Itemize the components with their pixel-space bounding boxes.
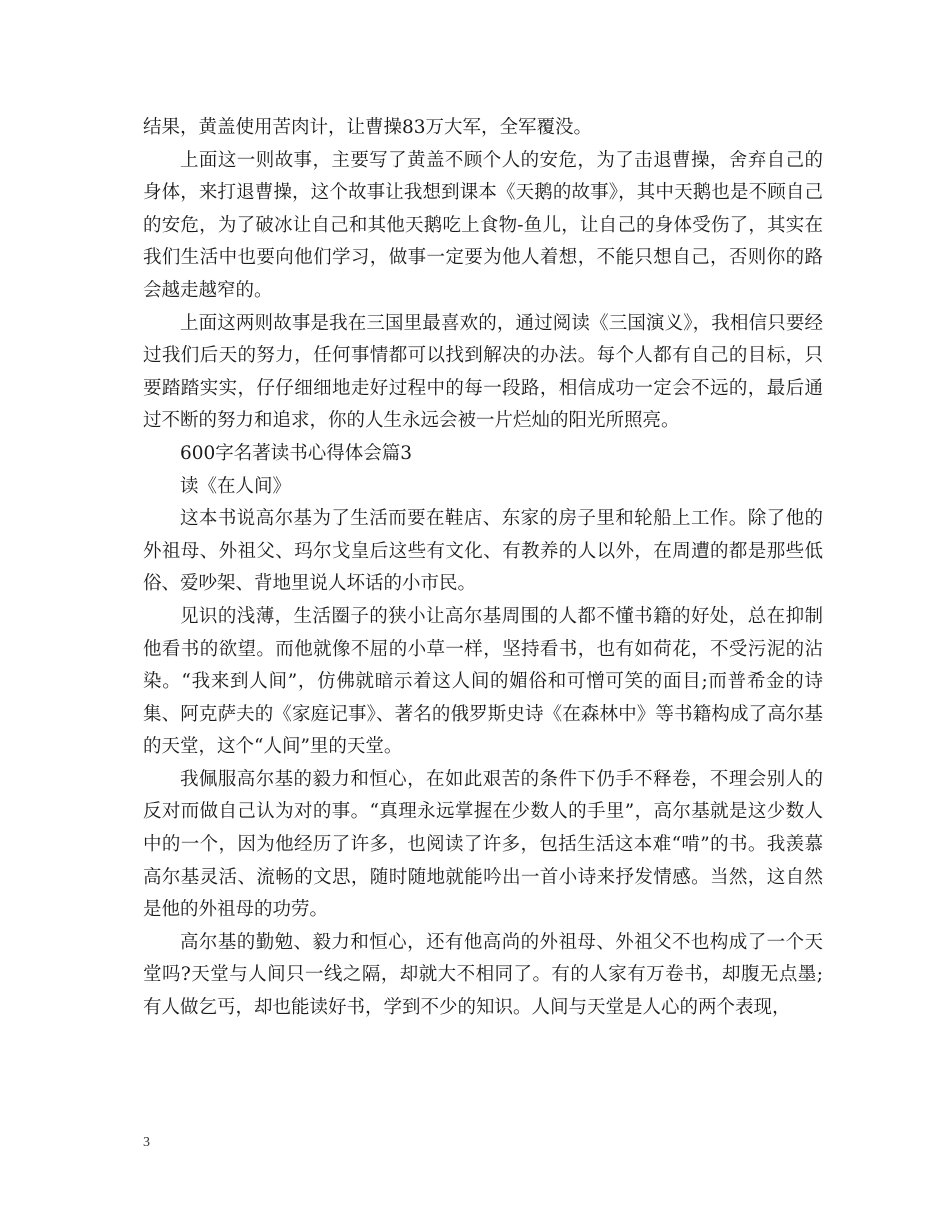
article-title: 读《在人间》 <box>180 475 292 497</box>
paragraph-gorky-reading: 见识的浅薄，生活圈子的狭小让高尔基周围的人都不懂书籍的好处，总在抑制他看书的欲望。而他就像不屈的小草一样，坚持看书，也有如荷花，不受污泥的沾染。“我来到人间”，仿佛就暗示着这人间的媚俗和可憎可笑的面目;而普希金的诗集、阿克萨夫的《家庭记事》、著名的俄罗斯史诗《在森林中》等书籍构成了高尔基的天堂，这个“人间”里的天堂。 <box>143 605 823 758</box>
document-body <box>143 112 823 1025</box>
paragraph-sanguo-conclusion: 上面这两则故事是我在三国里最喜欢的，通过阅读《三国演义》，我相信只要经过我们后天的努力，任何事情都可以找到解决的办法。每个人都有自己的目标，只要踏踏实实，仔仔细细地走好过程中的每一段路，相信成功一定会不远的，最后通过不断的努力和追求，你的人生永远会被一片烂灿的阳光所照亮。 <box>143 312 823 432</box>
page-number: 3 <box>143 1135 150 1150</box>
paragraph-huanggai-reflection: 上面这一则故事，主要写了黄盖不顾个人的安危，为了击退曹操，舍弃自己的身体，来打退曹操，这个故事让我想到课本《天鹅的故事》，其中天鹅也是不顾自己的安危，为了破冰让自己和其他天鹅吃上食物-鱼儿，让自己的身体受伤了，其实在我们生活中也要向他们学习，做事一定要为他人着想，不能只想自己，否则你的路会越走越窄的。 <box>143 149 823 301</box>
section-heading: 600字名著读书心得体会篇3 <box>180 442 413 464</box>
paragraph-heaven-and-earth: 高尔基的勤勉、毅力和恒心，还有他高尚的外祖母、外祖父不也构成了一个天堂吗?天堂与人间只一线之隔，却就大不相同了。有的人家有万卷书，却腹无点墨;有人做乞丐，却也能读好书，学到不少的知识。人间与天堂是人心的两个表现， <box>143 931 823 1019</box>
paragraph-gorky-admiration: 我佩服高尔基的毅力和恒心，在如此艰苦的条件下仍手不释卷，不理会别人的反对而做自己认为对的事。“真理永远掌握在少数人的手里”，高尔基就是这少数人中的一个，因为他经历了许多，也阅读了许多，包括生活这本难“啃”的书。我羡慕高尔基灵活、流畅的文思，随时随地就能吟出一首小诗来抒发情感。当然，这自然是他的外祖母的功劳。 <box>143 768 823 921</box>
paragraph-gorky-work: 这本书说高尔基为了生活而要在鞋店、东家的房子里和轮船上工作。除了他的外祖母、外祖父、玛尔戈皇后这些有文化、有教养的人以外，在周遭的都是那些低俗、爱吵架、背地里说人坏话的小市民。 <box>143 508 823 595</box>
paragraph-continuation: 结果，黄盖使用苦肉计，让曹操83万大军，全军覆没。 <box>143 117 593 138</box>
